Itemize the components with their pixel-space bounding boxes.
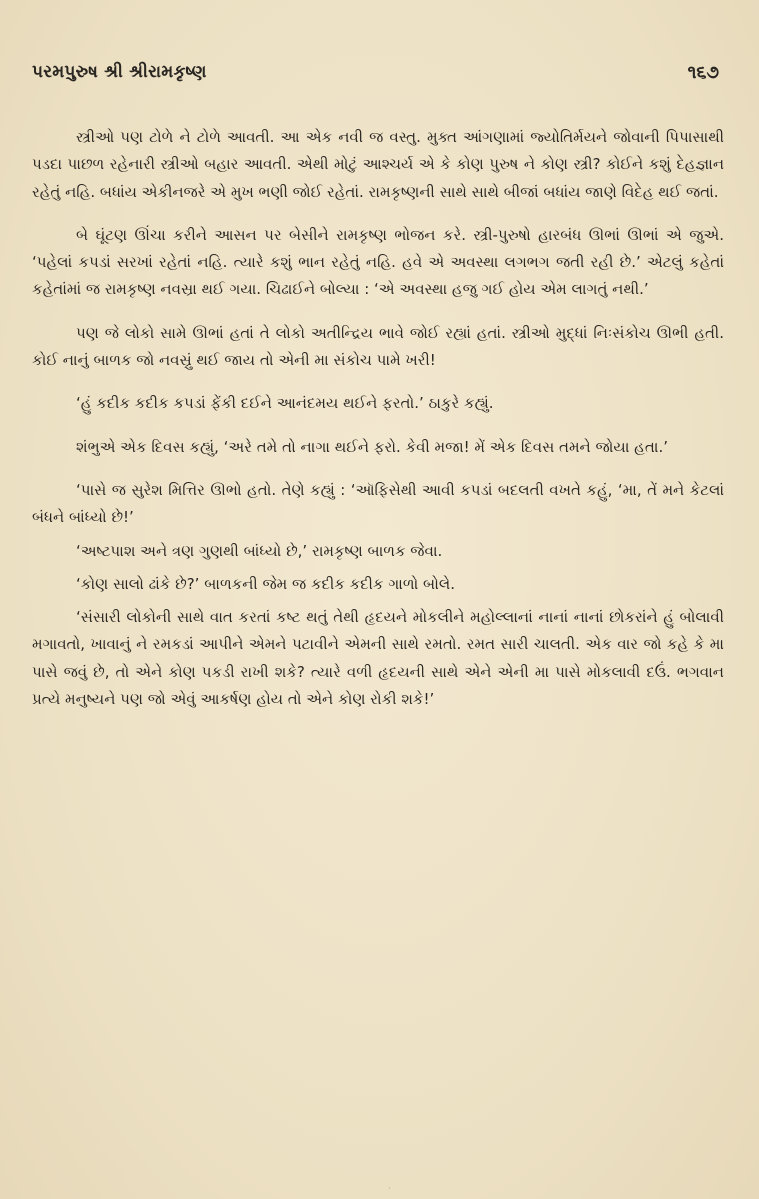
paragraph-8: ‘કોણ સાલો ઢાંકે છે?’ બાળકની જેમ જ કદીક કદીક ગાળો બોલે. xyxy=(76,574,455,593)
paragraph-3: પણ જે લોકો સામે ઊભાં હતાં તે લોકો અતીન્દ્રિય ભાવે જોઈ રહ્યાં હતાં. સ્ત્રીઓ મુદ્ધાં નિઃસંકોચ ઊભી હતી. કોઈ નાનું બાળક જો નવસ્રું થઈ જાય તો એની મા સંકોચ પામે ખરી! xyxy=(32,323,724,370)
page-body xyxy=(32,124,724,729)
paragraph-4: ‘હું કદીક કદીક કપડાં ફેંકી દઈને આનંદમય થઈને ફરતો.’ ઠાકુરે કહ્યું. xyxy=(76,394,494,413)
page-header xyxy=(32,62,719,92)
paragraph-6: ‘પાસે જ સુરેશ મિત્તિર ઊભો હતો. તેણે કહ્યું : ‘ઑફિસેથી આવી કપડાં બદલતી વખતે કહું, ‘મા, તેં મને કેટલાં બંધને બાંધ્યો છે!’ xyxy=(32,480,724,527)
running-head: પરમપુરુષ શ્રી શ્રીરામકૃષ્ણ xyxy=(32,62,207,82)
paragraph-7: ‘અષ્ટપાશ અને ત્રણ ગુણથી બાંધ્યો છે,’ રામકૃષ્ણ બાળક જેવા. xyxy=(76,541,443,560)
paragraph-9: ‘સંસારી લોકોની સાથે વાત કરતાં કષ્ટ થતું તેથી હૃદયને મોકલીને મહોલ્લાનાં નાનાં નાનાં છોકરાંને હું બોલાવી મગાવતો, ખાવાનું ને રમકડાં આપીને એમને પટાવીને એમની સાથે રમતો. રમત સારી ચાલતી. એક વાર જો કહે કે મા પાસે જવું છે, તો એને કોણ પકડી રાખી શકે? ત્યારે વળી હૃદયની સાથે એને એની મા પાસે મોકલાવી દઉં. ભગવાન પ્રત્યે મનુષ્યને પણ જો એવું આકર્ષણ હોય તો એને કોણ રોકી શકે!’ xyxy=(32,608,724,709)
paragraph-5: શંભુએ એક દિવસ કહ્યું, ‘અરે તમે તો નાગા થઈને ફરો. કેવી મજા! મેં એક દિવસ તમને જોયા હતા.’ xyxy=(76,437,668,456)
paragraph-1: સ્ત્રીઓ પણ ટોળે ને ટોળે આવતી. આ એક નવી જ વસ્તુ. મુક્ત આંગણામાં જ્યોતિર્મયને જોવાની પિપાસાથી પડદા પાછળ રહેનારી સ્ત્રીઓ બહાર આવતી. એથી મોટું આશ્ચર્ય એ કે કોણ પુરુષ ને કોણ સ્ત્રી? કોઈને કશું દેહજ્ઞાન રહેતું નહિ. બધાંય એકીનજરે એ મુખ ભણી જોઈ રહેતાં. રામકૃષ્ણની સાથે સાથે બીજાં બધાંય જાણે વિદેહ થઈ જતાં. xyxy=(32,128,724,201)
paper-speck: · xyxy=(388,1184,391,1193)
page-number: ૧૬૭ xyxy=(687,62,719,83)
paragraph-2: બે ઘૂંટણ ઊંચા કરીને આસન પર બેસીને રામકૃષ્ણ ભોજન કરે. સ્ત્રી-પુરુષો હારબંધ ઊભાં ઊભાં એ જુએ. ‘પહેલાં કપડાં સરખાં રહેતાં નહિ. ત્યારે કશું ભાન રહેતું નહિ. હવે એ અવસ્થા લગભગ જતી રહી છે.’ એટલું કહેતાં કહેતાંમાં જ રામકૃષ્ણ નવસ્રા થઈ ગયા. ચિઢાઈને બોલ્યા : ‘એ અવસ્થા હજુ ગઈ હોય એમ લાગતું નથી.’ xyxy=(32,225,724,299)
